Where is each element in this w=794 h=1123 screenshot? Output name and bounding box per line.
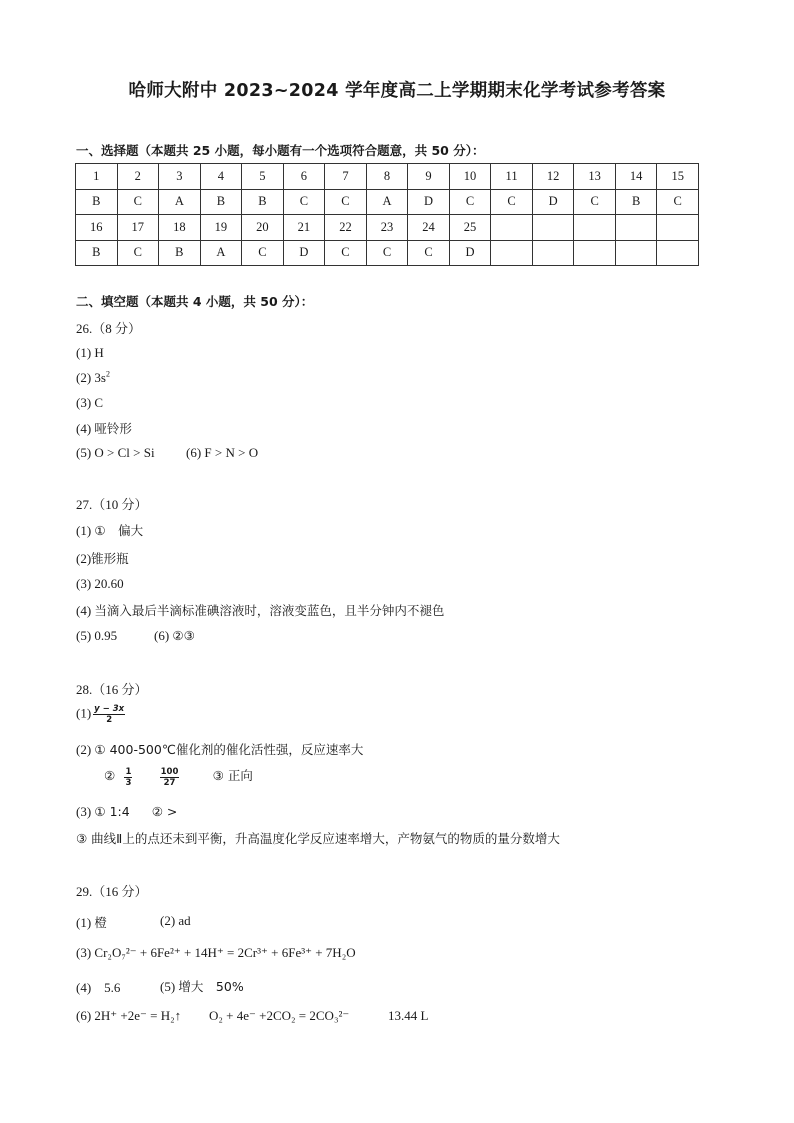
question-number-cell: 22 bbox=[325, 215, 367, 241]
table-row bbox=[76, 240, 699, 266]
question-number-cell: 14 bbox=[615, 164, 657, 190]
q26-answer-3: (3) C bbox=[76, 395, 104, 410]
q28-answer-3: (3) ① 1:4 ② > bbox=[76, 804, 178, 819]
answer-cell: C bbox=[117, 240, 159, 266]
answer-cell: A bbox=[200, 240, 242, 266]
question-number-cell: 25 bbox=[449, 215, 491, 241]
answer-cell: B bbox=[200, 189, 242, 215]
q26-answer-2: (2) $3s^2$ bbox=[76, 369, 110, 385]
answer-cell: A bbox=[159, 189, 201, 215]
question-number-cell: 19 bbox=[200, 215, 242, 241]
question-number-cell: 5 bbox=[242, 164, 284, 190]
q29-answer-6b: O₂ + 4e⁻ +2CO₂ = 2CO₃²⁻ bbox=[209, 1008, 350, 1023]
q28-answer-1: (1) $\frac{y - 3x}{2}$ bbox=[76, 704, 125, 725]
q27-answer-6: (6) ②③ bbox=[154, 628, 195, 643]
q26-answer-4: (4) 哑铃形 bbox=[76, 421, 132, 436]
page-title: 哈师大附中 2023~2024 学年度高二上学期期末化学考试参考答案 bbox=[128, 81, 666, 101]
answer-cell: C bbox=[325, 240, 367, 266]
q26-answer-5: (5) O > Cl > Si bbox=[76, 445, 155, 460]
q29-answer-5: (5) 增大 50% bbox=[160, 979, 244, 994]
table-row bbox=[76, 189, 699, 215]
answer-cell: D bbox=[532, 189, 574, 215]
question-number-cell: 18 bbox=[159, 215, 201, 241]
table-row bbox=[76, 164, 699, 190]
answer-cell: C bbox=[283, 189, 325, 215]
question-number-cell: 15 bbox=[657, 164, 699, 190]
q29-answer-1: (1) 橙 bbox=[76, 915, 107, 930]
q27-heading: 27.（10 分） bbox=[76, 497, 148, 512]
q27-answer-5: (5) 0.95 bbox=[76, 628, 118, 643]
question-number-cell: 3 bbox=[159, 164, 201, 190]
answer-cell: B bbox=[76, 189, 118, 215]
q28-answer-2b: ② $\frac{1}{3}$ $\frac{100}{27}$ ③ 正向 bbox=[104, 766, 253, 788]
q28-heading: 28.（16 分） bbox=[76, 682, 148, 697]
question-number-cell: 13 bbox=[574, 164, 616, 190]
answer-cell: B bbox=[242, 189, 284, 215]
question-number-cell: 11 bbox=[491, 164, 533, 190]
answer-cell: C bbox=[491, 189, 533, 215]
q26-heading: 26.（8 分） bbox=[76, 321, 142, 336]
answer-cell bbox=[615, 240, 657, 266]
q29-answer-3: (3) Cr₂O₇²⁻ + 6Fe²⁺ + 14H⁺ = 2Cr³⁺ + 6Fe³⁺ + 7H₂O bbox=[76, 945, 356, 960]
question-number-cell: 24 bbox=[408, 215, 450, 241]
question-number-cell: 12 bbox=[532, 164, 574, 190]
answer-cell: C bbox=[242, 240, 284, 266]
question-number-cell: 2 bbox=[117, 164, 159, 190]
answer-cell bbox=[657, 240, 699, 266]
question-number-cell bbox=[532, 215, 574, 241]
question-number-cell: 10 bbox=[449, 164, 491, 190]
q27-answer-4: (4) 当滴入最后半滴标准碘溶液时，溶液变蓝色，且半分钟内不褪色 bbox=[76, 603, 445, 618]
answer-cell bbox=[532, 240, 574, 266]
fraction: $\frac{1}{3}$ bbox=[125, 766, 132, 788]
q26-answer-1: (1) H bbox=[76, 345, 104, 360]
answer-cell: B bbox=[76, 240, 118, 266]
q28-answer-3c: ③ 曲线Ⅱ上的点还未到平衡，升高温度化学反应速率增大，产物氨气的物质的量分数增大 bbox=[76, 831, 560, 846]
q27-answer-3: (3) 20.60 bbox=[76, 576, 124, 591]
answer-cell bbox=[491, 240, 533, 266]
answer-cell: B bbox=[615, 189, 657, 215]
fraction: $\frac{100}{27}$ bbox=[160, 766, 179, 788]
question-number-cell: 7 bbox=[325, 164, 367, 190]
answer-cell: A bbox=[366, 189, 408, 215]
question-number-cell: 23 bbox=[366, 215, 408, 241]
answer-cell: C bbox=[408, 240, 450, 266]
question-number-cell: 4 bbox=[200, 164, 242, 190]
answer-cell: C bbox=[325, 189, 367, 215]
question-number-cell bbox=[657, 215, 699, 241]
answer-cell: C bbox=[117, 189, 159, 215]
answer-cell: C bbox=[657, 189, 699, 215]
fraction: $\frac{y - 3x}{2}$ bbox=[94, 704, 125, 725]
q29-answer-4: (4) 5.6 bbox=[76, 980, 121, 995]
section2-heading: 二、填空题（本题共 4 小题，共 50 分）： bbox=[76, 294, 314, 309]
question-number-cell: 21 bbox=[283, 215, 325, 241]
q29-answer-2: (2) ad bbox=[160, 913, 191, 928]
answer-cell: C bbox=[574, 189, 616, 215]
question-number-cell: 17 bbox=[117, 215, 159, 241]
question-number-cell: 20 bbox=[242, 215, 284, 241]
question-number-cell: 1 bbox=[76, 164, 118, 190]
answer-cell: D bbox=[283, 240, 325, 266]
q27-answer-1: (1) ① 偏大 bbox=[76, 523, 144, 538]
question-number-cell bbox=[615, 215, 657, 241]
answer-cell: C bbox=[366, 240, 408, 266]
question-number-cell bbox=[491, 215, 533, 241]
question-number-cell bbox=[574, 215, 616, 241]
answer-cell bbox=[574, 240, 616, 266]
question-number-cell: 16 bbox=[76, 215, 118, 241]
q26-answer-6: (6) F > N > O bbox=[186, 445, 259, 460]
q29-heading: 29.（16 分） bbox=[76, 884, 148, 899]
q27-answer-2: (2)锥形瓶 bbox=[76, 551, 129, 566]
q29-answer-6a: (6) 2H⁺ +2e⁻ = H₂↑ bbox=[76, 1008, 182, 1023]
answer-table bbox=[75, 163, 699, 266]
answer-cell: B bbox=[159, 240, 201, 266]
answer-cell: D bbox=[449, 240, 491, 266]
table-row bbox=[76, 215, 699, 241]
section1-heading: 一、选择题（本题共 25 小题，每小题有一个选项符合题意，共 50 分）： bbox=[76, 143, 485, 158]
q28-answer-2: (2) ① 400-500℃催化剂的催化活性强，反应速率大 bbox=[76, 742, 364, 757]
question-number-cell: 8 bbox=[366, 164, 408, 190]
question-number-cell: 9 bbox=[408, 164, 450, 190]
q29-answer-6c: 13.44 L bbox=[388, 1008, 429, 1023]
answer-cell: C bbox=[449, 189, 491, 215]
answer-cell: D bbox=[408, 189, 450, 215]
question-number-cell: 6 bbox=[283, 164, 325, 190]
